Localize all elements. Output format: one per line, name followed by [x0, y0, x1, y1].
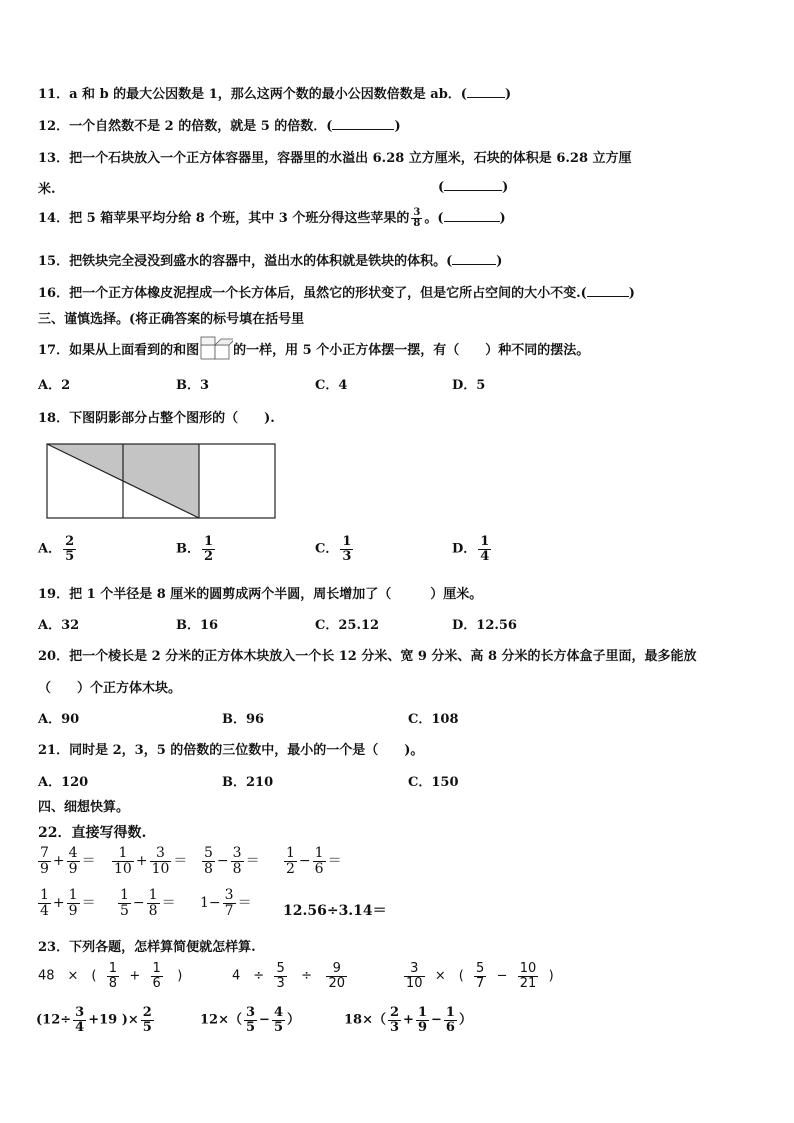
fraction: $\frac{1}{3}$ — [342, 534, 352, 564]
question-21: 21．同时是 2，3，5 的倍数的三位数中，最小的一个是（ )。 — [38, 743, 424, 758]
question-11: 11．a 和 b 的最大公因数是 1，那么这两个数的最小公因数倍数是 ab．( ) — [38, 87, 512, 102]
answer-blank[interactable] — [444, 209, 500, 222]
option-a[interactable]: A． $\frac{2}{5}$ — [38, 534, 75, 564]
expression: $\frac{1}{4}$ + $\frac{1}{9}$ ＝ — [40, 887, 96, 919]
option-d[interactable]: D． $\frac{1}{4}$ — [452, 534, 490, 564]
option-b[interactable]: B．96 — [222, 712, 265, 727]
answer-blank[interactable] — [467, 85, 505, 98]
option-c[interactable]: C． $\frac{1}{3}$ — [315, 534, 352, 564]
question-14: 14．把 5 箱苹果平均分给 8 个班，其中 3 个班分得这些苹果的 $\frac{3}{8}$ 。( ) — [38, 206, 506, 229]
question-22-title: 22．直接写得数. — [38, 825, 147, 841]
question-19: 19．把 1 个半径是 8 厘米的圆剪成两个半圆，周长增加了（ ）厘米。 — [38, 587, 483, 602]
question-16: 16．把一个正方体橡皮泥捏成一个长方体后，虽然它的形状变了，但是它所占空间的大小不变.( ) — [38, 286, 635, 301]
expression: $\frac{1}{2}$ − $\frac{1}{6}$ ＝ — [286, 845, 342, 877]
option-a[interactable]: A．32 — [38, 618, 80, 633]
expression: $\frac{1}{5}$ − $\frac{1}{8}$ ＝ — [120, 887, 176, 919]
question-20-line2: （ ）个正方体木块。 — [38, 681, 182, 696]
expression: $\frac{5}{8}$ − $\frac{3}{8}$ ＝ — [204, 845, 260, 877]
expression: (12÷ $\frac{3}{4}$ +19 )× $\frac{2}{5}$ — [36, 1005, 152, 1035]
option-d[interactable]: D．5 — [452, 378, 486, 393]
option-b[interactable]: B．210 — [222, 775, 274, 790]
answer-blank[interactable] — [587, 284, 629, 297]
option-c[interactable]: C．150 — [408, 775, 459, 790]
answer-blank[interactable] — [452, 252, 496, 265]
question-20-line1: 20．把一个棱长是 2 分米的正方体木块放入一个长 12 分米、宽 9 分米、高 8 分米的长方体盒子里面，最多能放 — [38, 649, 697, 664]
answer-blank[interactable] — [444, 178, 502, 191]
expression: 12.56÷3.14＝ — [283, 903, 387, 919]
option-b[interactable]: B．16 — [176, 618, 219, 633]
option-b[interactable]: B．3 — [176, 378, 210, 393]
fraction: $\frac{1}{2}$ — [204, 534, 214, 564]
question-15: 15．把铁块完全浸没到盛水的容器中，溢出水的体积就是铁块的体积。( ) — [38, 254, 503, 269]
question-13-line1: 13．把一个石块放入一个正方体容器里，容器里的水溢出 6.28 立方厘米，石块的体积是 6.28 立方厘 — [38, 151, 632, 166]
option-c[interactable]: C．108 — [408, 712, 459, 727]
option-c[interactable]: C．25.12 — [315, 618, 380, 633]
option-a[interactable]: A．2 — [38, 378, 71, 393]
expression: 18×（ $\frac{2}{3}$ + $\frac{1}{9}$ − $\frac{1}{6}$ ） — [344, 1005, 472, 1035]
question-18: 18．下图阴影部分占整个图形的（ ). — [38, 411, 275, 426]
fraction: $\frac{1}{4}$ — [480, 534, 490, 564]
option-b[interactable]: B． $\frac{1}{2}$ — [176, 534, 214, 564]
option-a[interactable]: A．120 — [38, 775, 89, 790]
question-23-title: 23．下列各题，怎样算简便就怎样算. — [38, 940, 256, 955]
expression: 48 × ( $\frac{1}{8}$ + $\frac{1}{6}$ ) — [38, 961, 183, 991]
shaded-rectangle-figure — [45, 442, 277, 520]
option-a[interactable]: A．90 — [38, 712, 80, 727]
question-12: 12．一个自然数不是 2 的倍数，就是 5 的倍数．( ) — [38, 119, 401, 134]
section-3-heading: 三、谨慎选择。(将正确答案的标号填在括号里 — [38, 312, 305, 327]
question-13-blank: ( ) — [438, 180, 509, 195]
question-17: 17．如果从上面看到的和图 的一样，用 5 个小正方体摆一摆，有（ ）种不同的摆法。 — [38, 339, 589, 359]
question-13-line2: 米. — [38, 182, 56, 197]
answer-blank[interactable] — [332, 117, 394, 130]
expression: $\frac{1}{10}$ + $\frac{3}{10}$ ＝ — [114, 845, 188, 877]
expression: $\frac{3}{10}$ × ( $\frac{5}{7}$ − $\frac{10}{21}$ ) — [406, 961, 554, 991]
section-4-heading: 四、细想快算。 — [38, 800, 130, 815]
option-c[interactable]: C．4 — [315, 378, 348, 393]
cube-view-figure — [199, 335, 233, 365]
expression: $\frac{7}{9}$ + $\frac{4}{9}$ ＝ — [40, 845, 96, 877]
expression: 1− $\frac{3}{7}$ ＝ — [200, 887, 252, 919]
expression: 4 ÷ $\frac{5}{3}$ ÷ $\frac{9}{20}$ — [232, 961, 345, 991]
fraction: $\frac{3}{8}$ — [413, 206, 421, 229]
fraction: $\frac{2}{5}$ — [65, 534, 75, 564]
expression: 12×（ $\frac{3}{5}$ − $\frac{4}{5}$ ） — [200, 1005, 300, 1035]
option-d[interactable]: D．12.56 — [452, 618, 517, 633]
